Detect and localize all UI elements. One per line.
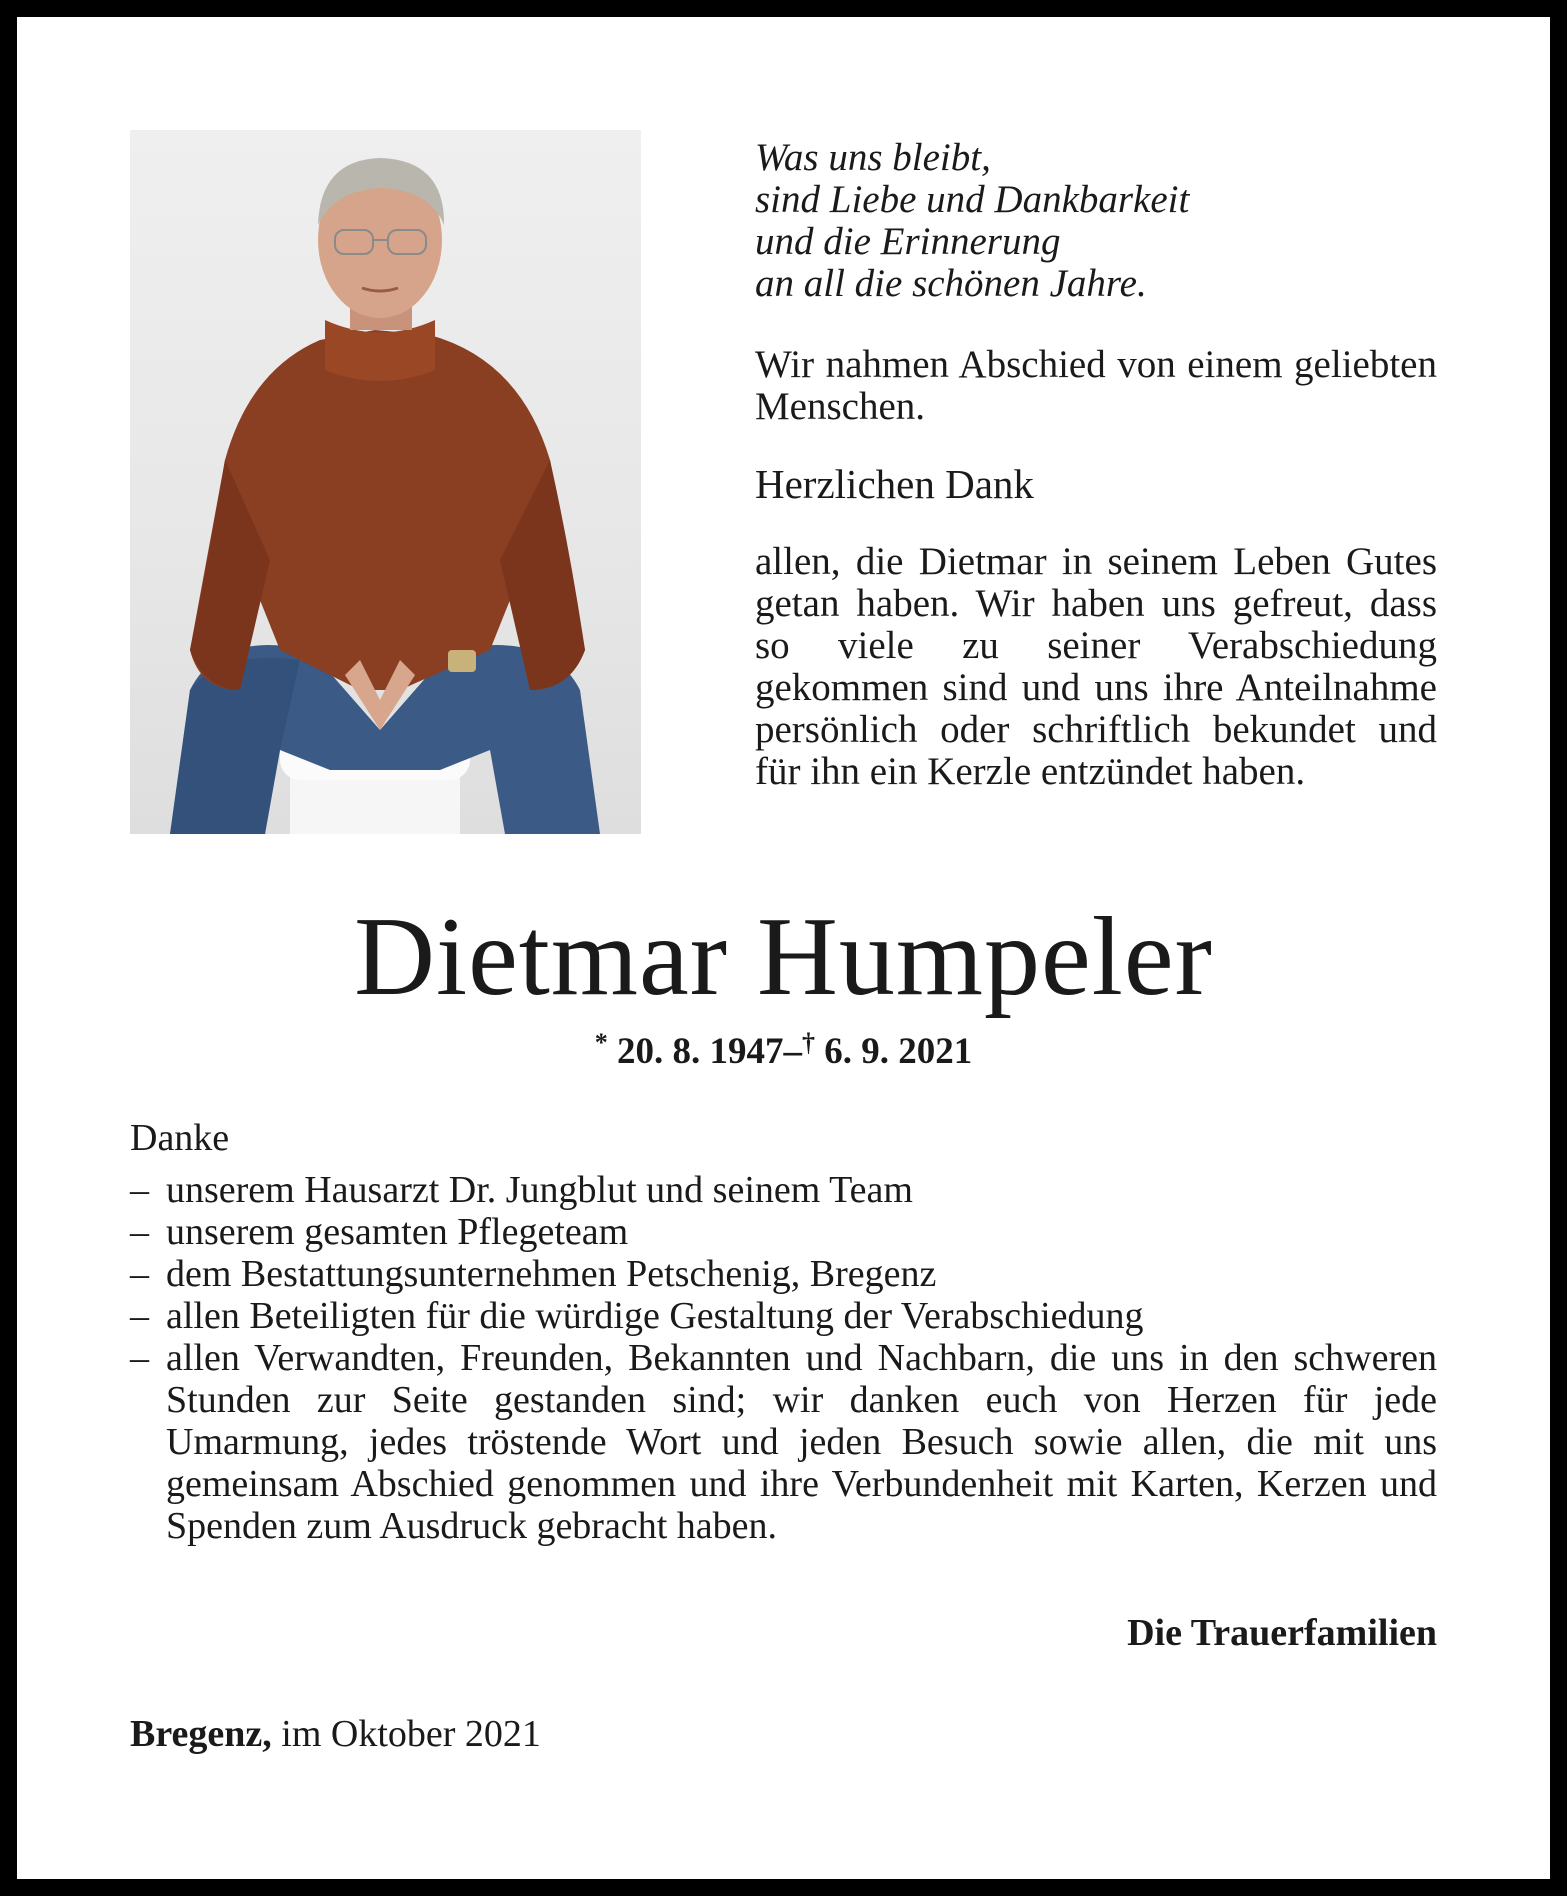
obituary-page [17,17,1550,1879]
portrait-photo-icon [130,130,641,834]
list-item [130,1253,1437,1295]
list-dash: – [130,1337,149,1379]
list-item-text: allen Beteiligten für die würdige Gestaltung der Verabschiedung [166,1295,1144,1337]
place-date: im Oktober 2021 [281,1713,541,1755]
place-and-date [130,1712,541,1756]
danke-list [130,1169,1437,1547]
list-dash: – [130,1211,149,1253]
list-item [130,1337,1437,1547]
thanks-heading: Herzlichen Dank [755,461,1034,507]
list-item-text: unserem gesamten Pflegeteam [166,1211,629,1253]
list-item-text: unserem Hausarzt Dr. Jungblut und seinem Team [166,1169,913,1211]
list-dash: – [130,1295,149,1337]
birth-symbol: * [594,1028,608,1057]
death-date: 6. 9. 2021 [824,1031,973,1072]
verse-line: an all die schönen Jahre. [755,262,1147,305]
danke-section [130,1117,1437,1547]
farewell-text: Wir nahmen Abschied von einem geliebten Menschen. [755,343,1437,428]
life-dates [17,1021,1550,1074]
signature: Die Trauerfamilien [1127,1612,1437,1654]
thanks-text: allen, die Dietmar in seinem Leben Gutes getan haben. Wir haben uns gefreut, dass so viele zu seiner Verabschiedung gekommen sind und uns ihre Anteilnahme persönlich oder schriftlich bekundet und für ihn ein Kerzle entzündet haben. [755,540,1437,793]
birth-date: 20. 8. 1947 [617,1031,784,1072]
list-dash: – [130,1169,149,1211]
list-item-text: dem Bestattungsunternehmen Petschenig, Bregenz [166,1253,937,1295]
list-item [130,1211,1437,1253]
verse-line: Was uns bleibt, [755,136,991,179]
list-item [130,1169,1437,1211]
right-column [755,137,1437,793]
place-name: Bregenz, [130,1713,272,1755]
deceased-name: Dietmar Humpeler [354,895,1213,1019]
danke-title: Danke [130,1117,230,1159]
death-symbol: † [802,1028,815,1057]
verse-line: und die Erinnerung [755,220,1061,263]
date-separator: – [783,1031,802,1072]
list-item [130,1295,1437,1337]
list-item-text: allen Verwandten, Freunden, Bekannten und Nachbarn, die uns in den schweren Stunden zur Seite gestanden sind; wir danken euch von Herzen für jede Umarmung, jedes tröstende Wort und jeden Besuch sowie allen, die mit uns gemeinsam Abschied genommen und ihre Verbundenheit mit Karten, Kerzen und Spenden zum Ausdruck gebracht haben. [166,1337,1437,1547]
verse-line: sind Liebe und Dankbarkeit [755,178,1190,221]
memorial-verse [755,137,1437,305]
list-dash: – [130,1253,149,1295]
portrait-photo [130,130,641,834]
